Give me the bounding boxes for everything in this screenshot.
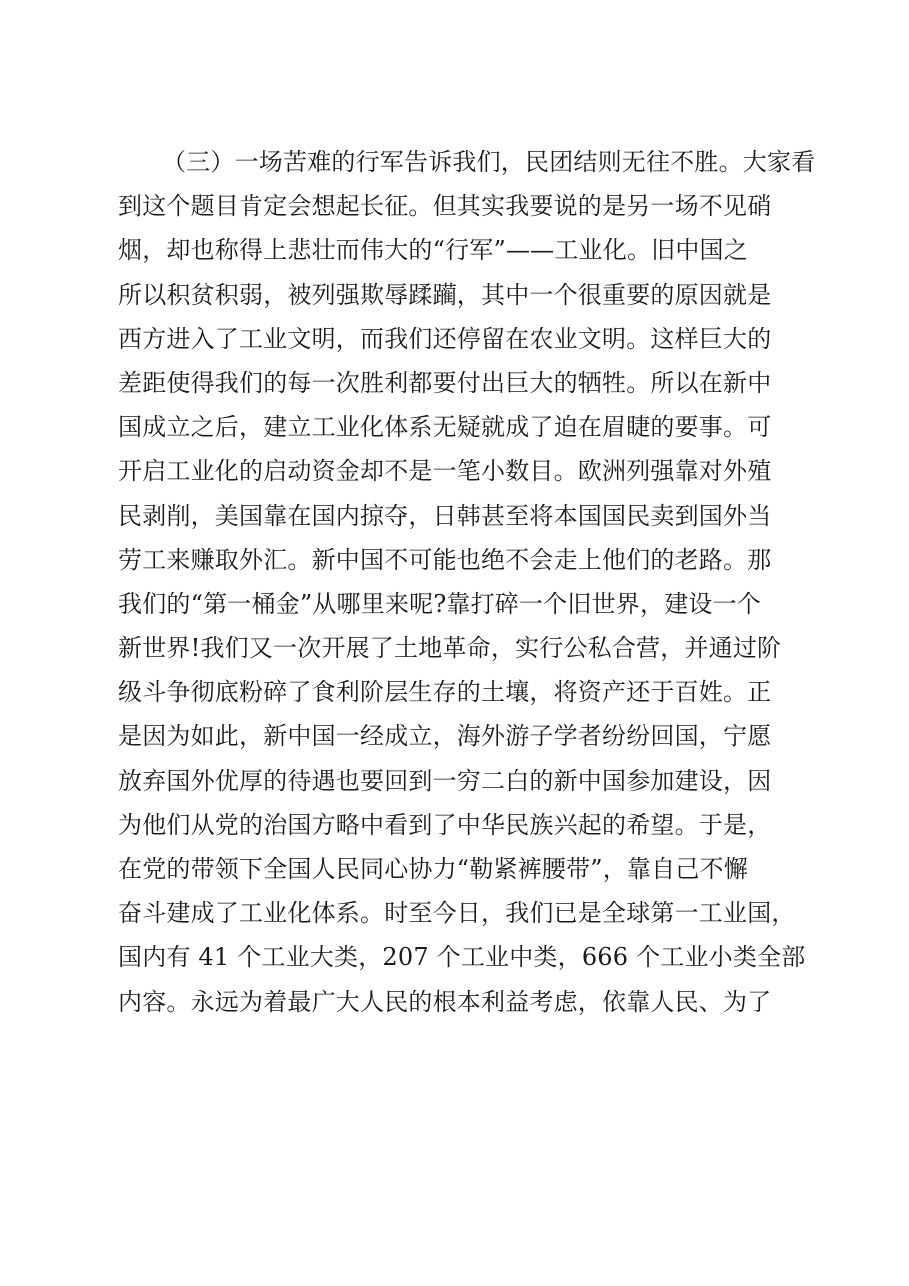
text-line: 在党的带领下全国人民同心协力“勒紧裤腰带”，靠自己不懈 — [118, 855, 748, 883]
text-line: （三）一场苦难的行军告诉我们，民团结则无往不胜。大家看 — [162, 148, 816, 176]
text-line: 内容。永远为着最广大人民的根本利益考虑，依靠人民、为了 — [118, 987, 772, 1016]
text-line: 西方进入了工业文明，而我们还停留在农业文明。这样巨大的 — [118, 324, 772, 353]
body-paragraph — [118, 140, 818, 1024]
text-line: 奋斗建成了工业化体系。时至今日，我们已是全球第一工业国， — [118, 899, 796, 928]
text-line: 放弃国外优厚的待遇也要回到一穷二白的新中国参加建设，因 — [118, 766, 772, 795]
text-line: 开启工业化的启动资金却不是一笔小数目。欧洲列强靠对外殖 — [118, 457, 772, 486]
text-line: 到这个题目肯定会想起长征。但其实我要说的是另一场不见硝 — [118, 192, 772, 221]
text-line: 是因为如此，新中国一经成立，海外游子学者纷纷回国，宁愿 — [118, 722, 772, 751]
text-line: 国内有 41 个工业大类，207 个工业中类，666 个工业小类全部 — [118, 943, 806, 972]
text-line: 我们的“第一桶金”从哪里来呢?靠打碎一个旧世界，建设一个 — [118, 589, 762, 618]
text-line: 劳工来赚取外汇。新中国不可能也绝不会走上他们的老路。那 — [118, 545, 772, 574]
text-line: 级斗争彻底粉碎了食利阶层生存的土壤，将资产还于百姓。正 — [118, 678, 772, 707]
text-line: 为他们从党的治国方略中看到了中华民族兴起的希望。于是， — [118, 810, 772, 839]
text-line: 烟，却也称得上悲壮而伟大的“行军”——工业化。旧中国之 — [118, 236, 748, 265]
text-line: 差距使得我们的每一次胜利都要付出巨大的牺牲。所以在新中 — [118, 368, 772, 397]
text-line: 所以积贫积弱，被列强欺辱蹂躏，其中一个很重要的原因就是 — [118, 280, 772, 309]
text-line: 民剥削，美国靠在国内掠夺，日韩甚至将本国国民卖到国外当 — [118, 501, 772, 530]
text-line: 国成立之后，建立工业化体系无疑就成了迫在眉睫的要事。可 — [118, 413, 772, 442]
text-line: 新世界!我们又一次开展了土地革命，实行公私合营，并通过阶 — [118, 634, 782, 663]
